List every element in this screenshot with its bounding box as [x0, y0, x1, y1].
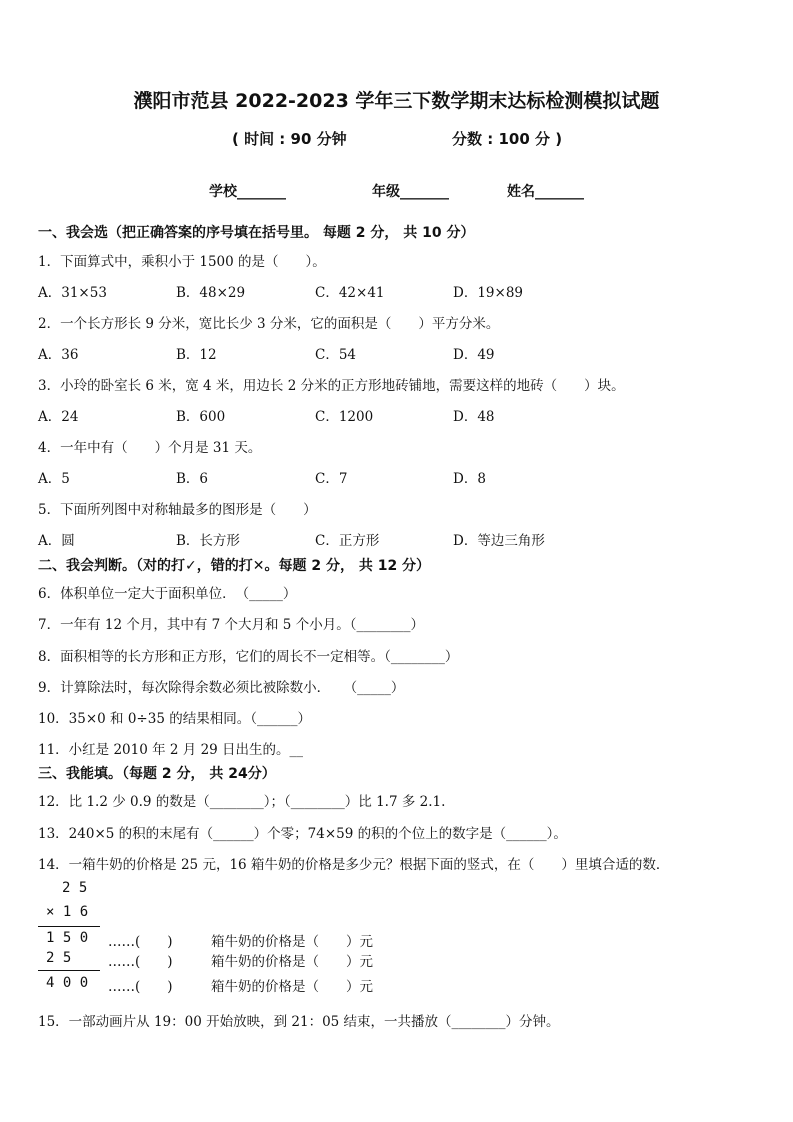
calc-multiplier: × 1 6 [46, 904, 89, 920]
calc-row-dots: ……( ) [108, 934, 173, 950]
option: D．19×89 [453, 285, 523, 301]
calc-row-text: 箱牛奶的价格是（ ）元 [211, 934, 373, 950]
question-text: 14．一箱牛奶的价格是 25 元，16 箱牛奶的价格是多少元？根据下面的竖式，在（ ）里填合适的数． [38, 857, 670, 873]
option: D．8 [453, 471, 486, 487]
question-text: 5．下面所列图中对称轴最多的图形是（ ） [38, 502, 317, 518]
question-text: 15．一部动画片从 19：00 开始放映，到 21：05 结束，一共播放（________）分钟。 [38, 1014, 560, 1030]
calc-row-dots: ……( ) [108, 979, 173, 995]
option: B．600 [176, 409, 226, 425]
page-title: 濮阳市范县 2022-2023 学年三下数学期末达标检测模拟试题 [133, 90, 660, 112]
name-field: 姓名_______ [507, 184, 584, 200]
question-text: 6．体积单位一定大于面积单位． （_____） [38, 586, 297, 602]
option: D．48 [453, 409, 495, 425]
option: C．1200 [315, 409, 374, 425]
grade-field: 年级_______ [372, 184, 449, 200]
section-heading: 一、我会选（把正确答案的序号填在括号里。 每题 2 分， 共 10 分） [38, 225, 475, 241]
calc-divider [38, 926, 100, 927]
calc-row-dots: ……( ) [108, 954, 173, 970]
section-heading: 三、我能填。（每题 2 分， 共 24分） [38, 766, 276, 782]
question-text: 11．小红是 2010 年 2 月 29 日出生的。__ [38, 742, 304, 758]
question-text: 9．计算除法时，每次除得余数必须比被除数小． （_____） [38, 680, 405, 696]
calc-row-text: 箱牛奶的价格是（ ）元 [211, 954, 373, 970]
question-text: 4．一年中有（ ）个月是 31 天。 [38, 440, 262, 456]
exam-score: 分数 : 100 分 ) [452, 130, 563, 148]
question-text: 7．一年有 12 个月，其中有 7 个大月和 5 个小月。（________） [38, 617, 424, 633]
school-field: 学校_______ [209, 184, 286, 200]
calc-divider [38, 970, 100, 971]
option: A．圆 [38, 533, 75, 549]
option: B．48×29 [176, 285, 246, 301]
calc-row-number: 2 5 [46, 950, 72, 966]
option: B．6 [176, 471, 209, 487]
option: B．12 [176, 347, 217, 363]
option: C．42×41 [315, 285, 385, 301]
calc-row-text: 箱牛奶的价格是（ ）元 [211, 979, 373, 995]
question-text: 10．35×0 和 0÷35 的结果相同。（______） [38, 711, 311, 727]
exam-time: ( 时间 : 90 分钟 [232, 130, 347, 148]
question-text: 3．小玲的卧室长 6 米，宽 4 米，用边长 2 分米的正方形地砖铺地，需要这样的地砖（ ）块。 [38, 378, 625, 394]
option: D．49 [453, 347, 495, 363]
option: B．长方形 [176, 533, 240, 549]
calc-row-number: 4 0 0 [46, 975, 89, 991]
section-heading: 二、我会判断。（对的打✓，错的打✕。每题 2 分， 共 12 分） [38, 558, 431, 574]
option: C．7 [315, 471, 348, 487]
question-text: 13．240×5 的积的末尾有（______）个零；74×59 的积的个位上的数字是（______）。 [38, 826, 567, 842]
option: A．36 [38, 347, 79, 363]
calc-top: 2 5 [62, 880, 88, 896]
option: A．31×53 [38, 285, 107, 301]
question-text: 1．下面算式中，乘积小于 1500 的是（ ）。 [38, 254, 326, 270]
question-text: 12．比 1.2 少 0.9 的数是（________）；（________）比 1.7 多 2.1. [38, 794, 446, 810]
option: D．等边三角形 [453, 533, 545, 549]
question-text: 8．面积相等的长方形和正方形，它们的周长不一定相等。（________） [38, 649, 459, 665]
calc-row-number: 1 5 0 [46, 930, 89, 946]
option: A．5 [38, 471, 70, 487]
option: C．54 [315, 347, 357, 363]
option: A．24 [38, 409, 79, 425]
question-text: 2．一个长方形长 9 分米，宽比长少 3 分米，它的面积是（ ）平方分米。 [38, 316, 500, 332]
option: C．正方形 [315, 533, 380, 549]
